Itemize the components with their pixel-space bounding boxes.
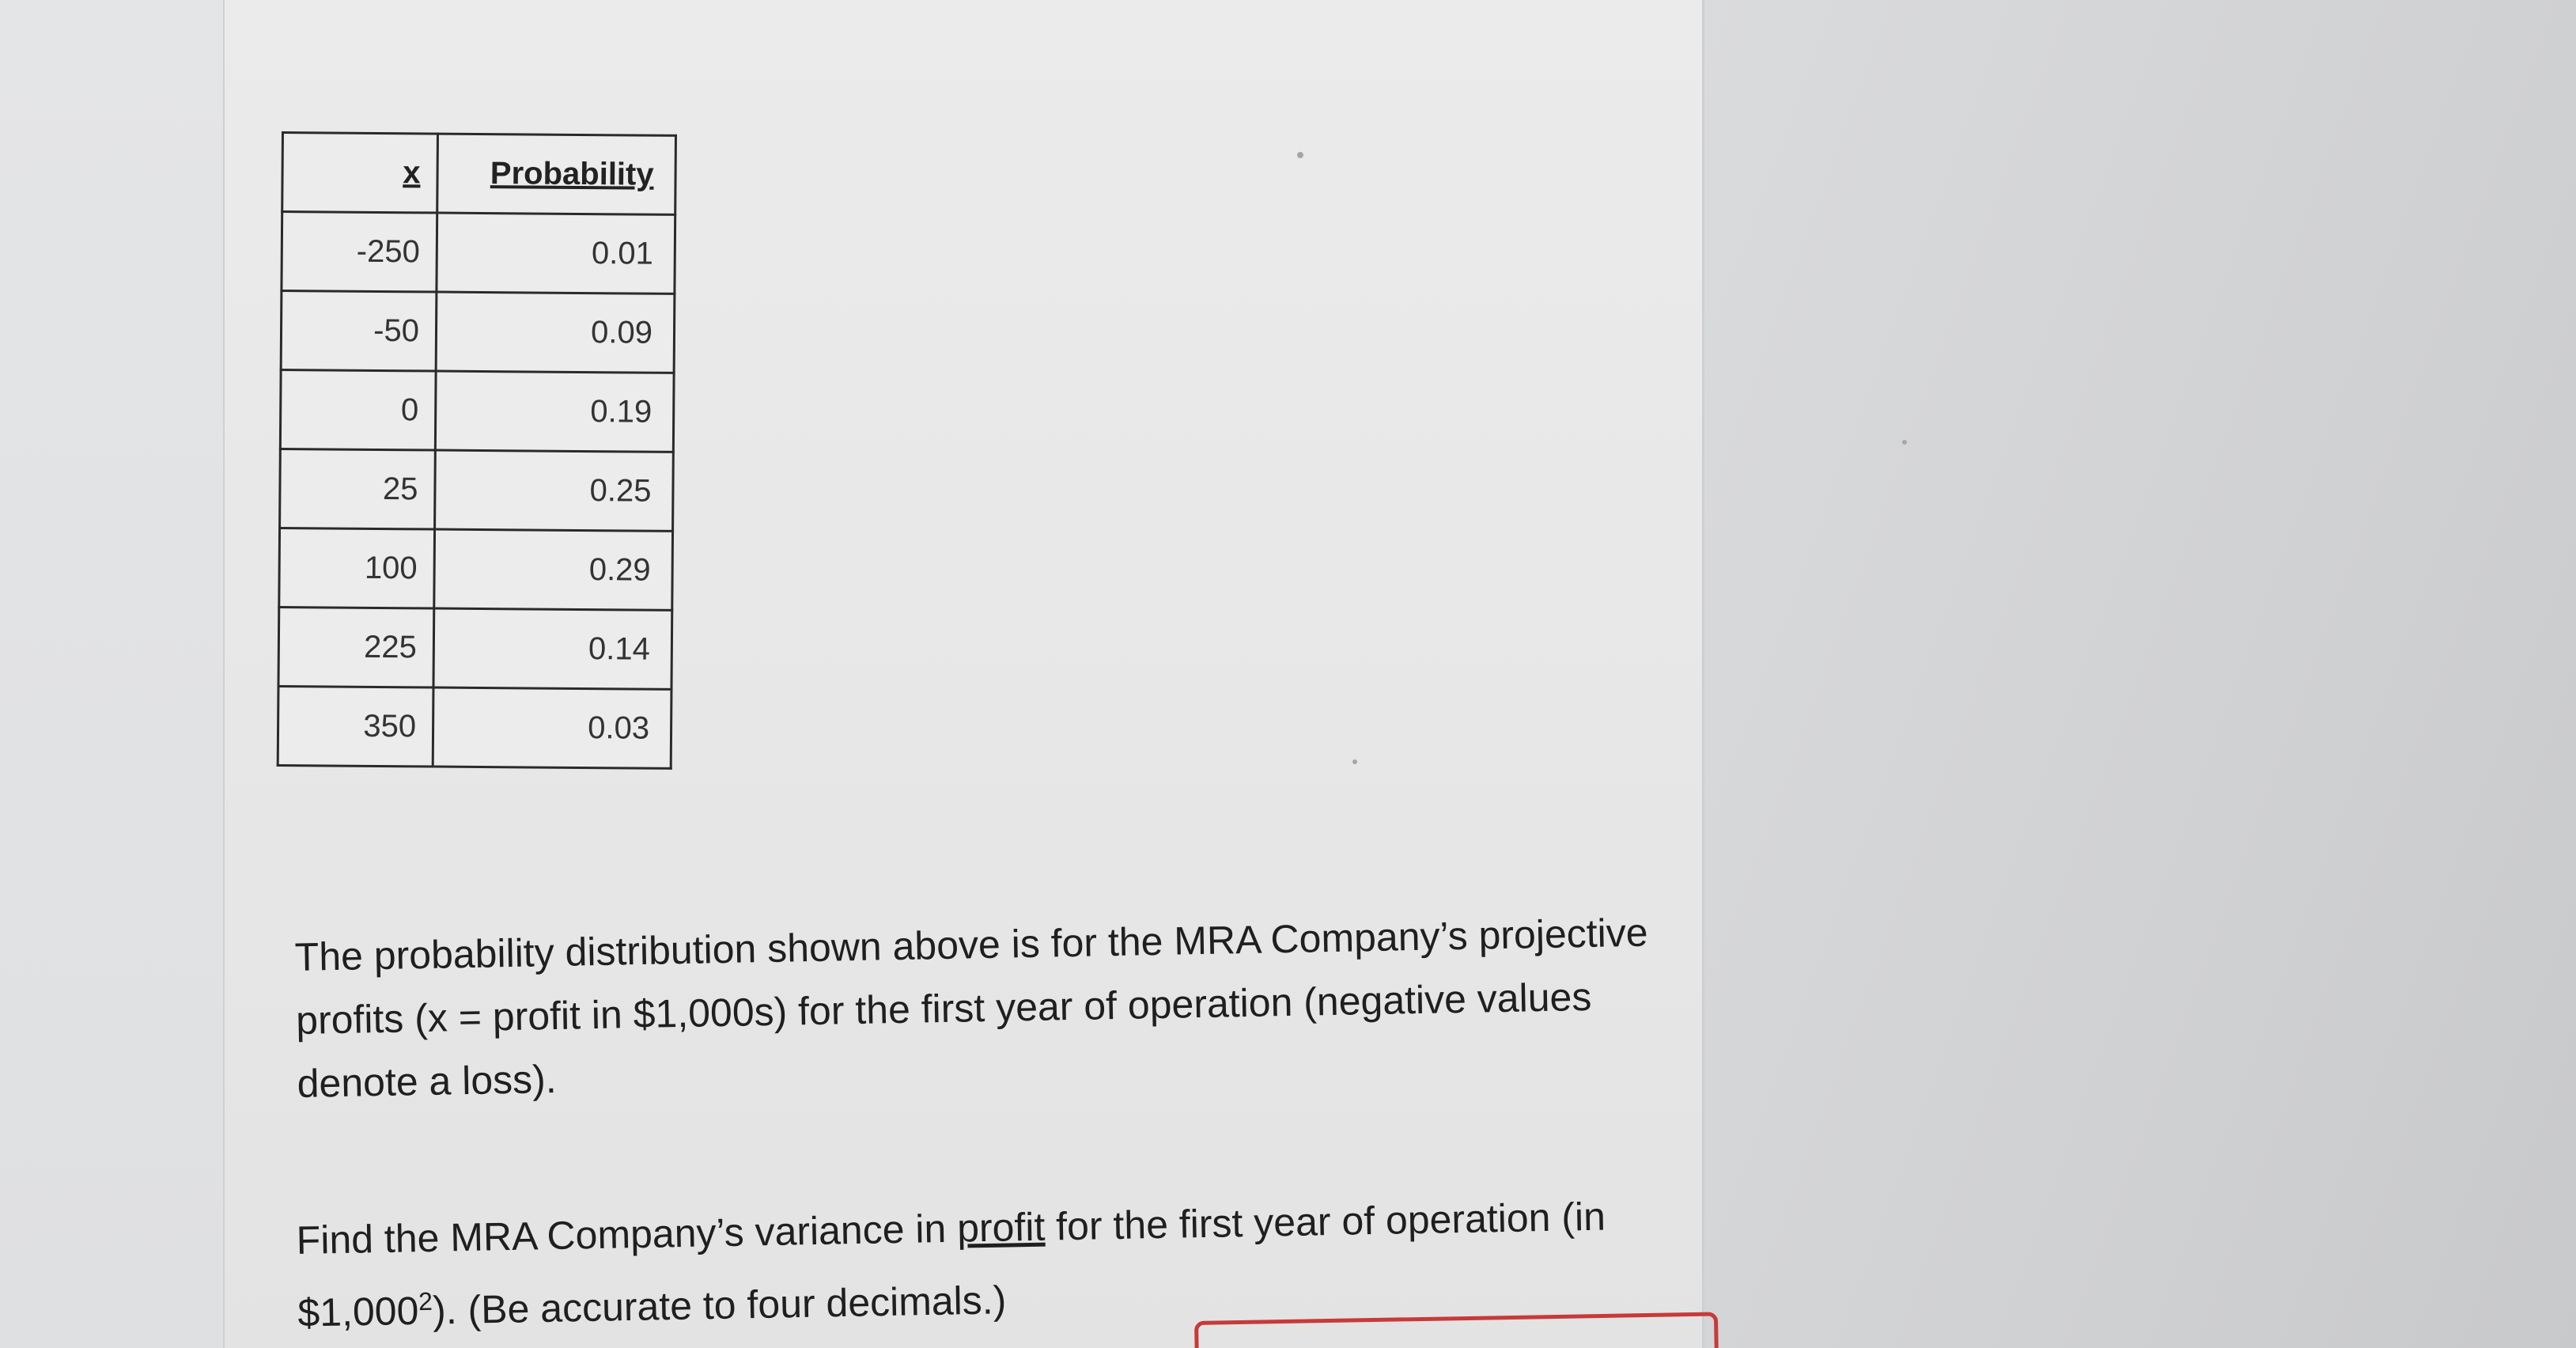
table-row: [282, 212, 675, 294]
x-value: 100: [279, 528, 435, 608]
dust-speck: [1352, 759, 1357, 764]
probability-value: 0.29: [434, 529, 673, 610]
question-text-end: ). (Be accurate to four decimals.): [432, 1278, 1007, 1333]
x-value: 225: [278, 607, 434, 687]
table-header-row: [282, 133, 676, 215]
x-value: -50: [281, 291, 437, 372]
probability-column-header: Probability: [437, 134, 676, 214]
probability-value: 0.09: [436, 292, 675, 373]
table-row: [280, 449, 674, 531]
left-margin: [0, 0, 225, 1348]
profit-emphasis: profit: [956, 1204, 1046, 1251]
squared-superscript: 2: [418, 1286, 433, 1316]
question-text-start: Find the MRA Company’s variance in: [296, 1206, 958, 1263]
table-row: [278, 607, 672, 689]
table-row: [280, 370, 674, 452]
x-value: 350: [278, 686, 433, 767]
right-background: [1704, 0, 2576, 1348]
table-row: [279, 528, 673, 610]
probability-value: 0.19: [435, 371, 674, 452]
dust-speck: [1902, 440, 1907, 445]
x-value: -250: [282, 212, 437, 293]
probability-value: 0.14: [433, 608, 672, 689]
x-value: 0: [280, 370, 436, 451]
question-text-middle: for the first year of operation (in $1,000: [297, 1194, 1606, 1335]
problem-description: The probability distribution shown above is for the MRA Company’s projective profits (x = profit in $1,000s) for the first year of operation (negative values denote a loss).: [294, 910, 1649, 1106]
probability-value: 0.25: [435, 450, 674, 531]
x-value: 25: [280, 449, 436, 529]
table-row: [281, 291, 675, 373]
x-column-header: x: [282, 133, 438, 214]
probability-distribution-table: [277, 131, 677, 770]
probability-value: 0.03: [433, 687, 671, 768]
probability-value: 0.01: [437, 213, 675, 293]
table-row: [278, 686, 671, 768]
dust-speck: [1297, 152, 1303, 158]
